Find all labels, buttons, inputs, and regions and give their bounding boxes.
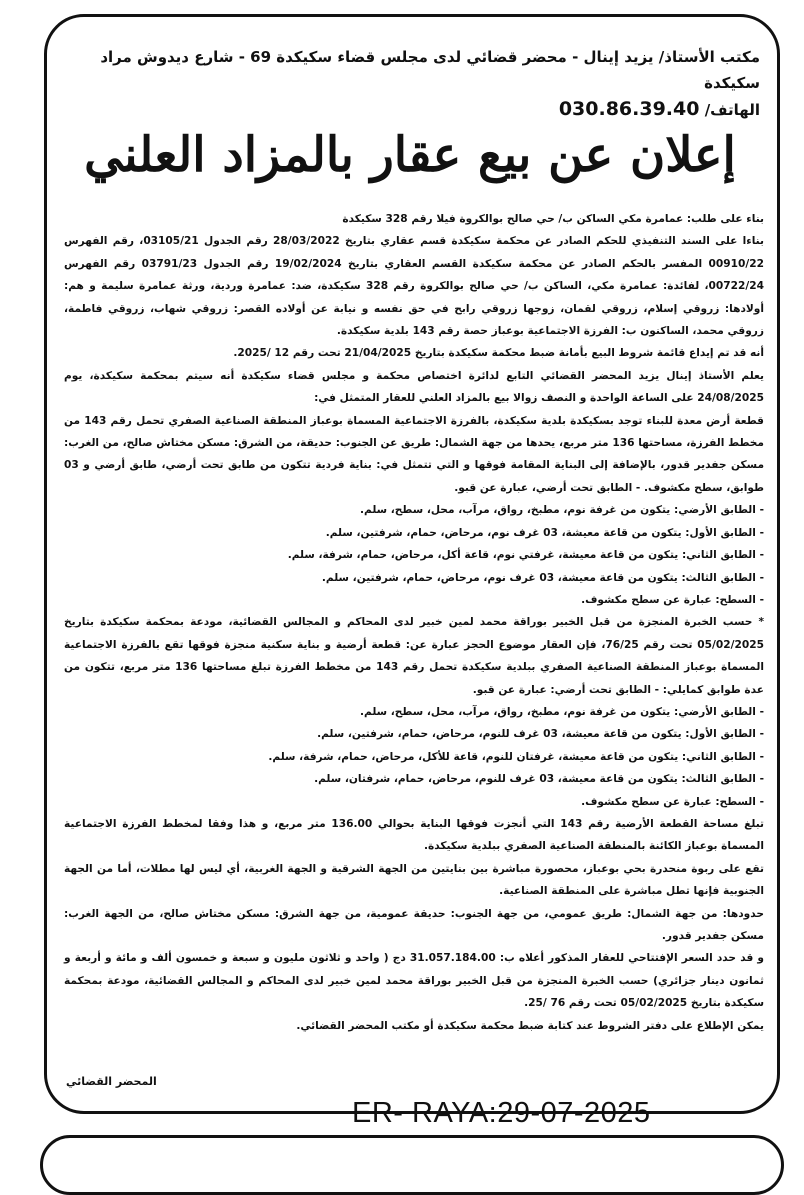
paragraph: يمكن الإطلاع على دفتر الشروط عند كتابة ضبط محكمة سكيكدة أو مكتب المحضر القضائي. xyxy=(296,1019,764,1032)
paragraph: - السطح: عبارة عن سطح مكشوف. xyxy=(581,593,764,606)
office-line: مكتب الأستاذ/ يزيد إينال - محضر قضائي لدى مجلس قضاء سكيكدة 69 - شارع ديدوش مراد سكيكدة xyxy=(100,48,760,92)
paragraph: أنه قد تم إيداع قائمة شروط البيع بأمانة ضبط محكمة سكيكدة بتاريخ 21/04/2025 تحت رقم 12 /2025. xyxy=(233,347,764,360)
notice-headline: إعلان عن بيع عقار بالمزاد العلني xyxy=(84,127,736,183)
phone-label: الهاتف/ xyxy=(704,101,760,119)
paragraph: و قد حدد السعر الإفتتاحي للعقار المذكور أعلاه ب: 31.057.184.00 دج ( واحد و ثلاثون مليون و سبعة و خمسون ألف و مائة و أربعة و ثمانون دينار جزائري) حسب الخبرة المنجزة من قبل الخبير بوراقة محمد لمين خبير لدى المحاكم و المجالس القضائية، مودعة بمحكمة سكيكدة بتاريخ 05/02/2025 تحت رقم 76 /25. xyxy=(64,952,764,1010)
office-header xyxy=(70,44,760,123)
paragraph: يعلم الأستاذ إينال يزيد المحضر القضائي التابع لدائرة اختصاص محكمة و مجلس قضاء سكيكدة أنه سيتم بمحكمة سكيكدة، يوم 24/08/2025 على الساعة الواحدة و النصف زوالا بيع بالمزاد العلني للعقار المتمثل في: xyxy=(64,369,764,405)
phone-number: 030.86.39.40 xyxy=(558,98,700,120)
paragraph: - السطح: عبارة عن سطح مكشوف. xyxy=(581,795,764,808)
paragraph: بناء على طلب: عمامرة مكي الساكن ب/ حي صالح بوالكروة فيلا رقم 328 سكيكدة xyxy=(342,213,764,225)
paragraph: - الطابق الثاني: يتكون من قاعة معيشة، غرفتي نوم، قاعة أكل، مرحاض، حمام، شرفة، سلم. xyxy=(287,549,764,562)
paragraph: - الطابق الثالث: يتكون من قاعة معيشة، 03 غرف للنوم، مرحاض، حمام، شرفتان، سلم. xyxy=(314,773,764,786)
paragraph: - الطابق الأول: يتكون من قاعة معيشة، 03 غرف للنوم، مرحاض، حمام، شرفتين، سلم. xyxy=(317,728,764,741)
publication-stamp: ER- RAYA:29-07-2025 xyxy=(352,1097,651,1129)
next-notice-border xyxy=(40,1135,784,1195)
paragraph: - الطابق الثالث: يتكون من قاعة معيشة، 03 غرف نوم، مرحاض، حمام، شرفتين، سلم. xyxy=(321,571,764,584)
paragraph: - الطابق الأول: يتكون من قاعة معيشة، 03 غرف نوم، مرحاض، حمام، شرفتين، سلم. xyxy=(325,526,764,539)
signature-label: المحضر القضائي xyxy=(66,1075,157,1088)
paragraph: - الطابق الأرضي: يتكون من غرفة نوم، مطبخ، رواق، مرآب، محل، سطح، سلم. xyxy=(359,705,764,718)
paragraph: بناءا على السند التنفيذي للحكم الصادر عن محكمة سكيكدة قسم عقاري بتاريخ 28/03/2022 رقم الجدول 03105/21، رقم الفهرس 00910/22 المفسر بالحكم الصادر عن محكمة سكيكدة القسم العقاري بتاريخ 19/02/2024 رقم الجدول 03791/23 رقم الفهرس 00722/24، لفائدة: عمامرة مكي، الساكن ب/ حي صالح بوالكروة رقم 328 سكيكدة، ضد: عمامرة وردية، ورثة عمامرة سليمة و هم: أولادها: زروقي إسلام، زروقي لقمان، زوجها زروقي رابح في حق نفسه و نيابة عن أولاده القصر: زروقي شهاب، زروقي فاطمة، زروقي محمد، الساكنون ب: الفرزة الاجتماعية بوعباز حصة رقم 143 بلدية سكيكدة. xyxy=(64,235,765,338)
paragraph: قطعة أرض معدة للبناء توجد بسكيكدة بلدية سكيكدة، بالفرزة الاجتماعية المسماة بوعباز المنطقة الصناعية الصفري تحمل رقم 143 من مخطط الفرزة، مساحتها 136 متر مربع، يحدها من جهة الشمال: طريق عن الجنوب: حديقة، من الشرق: مسكن مختاش صالح، من الغرب: مسكن جفدير قدور، بالإضافة إلى البناية المقامة فوقها و التي تتمثل في: بناية فردية تتكون من طابق تحت أرضي، طابق أرضي و 03 طوابق، سطح مكشوف. - الطابق تحت أرضي، عبارة عن قبو. xyxy=(64,414,764,494)
paragraph: - الطابق الأرضي: يتكون من غرفة نوم، مطبخ، رواق، مرآب، محل، سطح، سلم. xyxy=(359,504,764,517)
paragraph: - الطابق الثاني: يتكون من قاعة معيشة، غرفتان للنوم، قاعة للأكل، مرحاض، حمام، شرفة، سلم. xyxy=(268,750,764,763)
paragraph: تقع على ربوة منحدرة بحي بوعباز، محصورة مباشرة بين بنايتين من الجهة الشرقية و الجهة الغربية، أي ليس لها مطلات، أما من الجهة الجنوبية فإنها تطل مباشرة على المنطقة الصناعية. xyxy=(64,862,764,898)
paragraph: * حسب الخبرة المنجزة من قبل الخبير بوراقة محمد لمين خبير لدى المحاكم و المجالس القضائية، مودعة بمحكمة سكيكدة بتاريخ 05/02/2025 تحت رقم 76/25، فإن العقار موضوع الحجز عبارة عن: قطعة أرضية و بناية سكنية منجزة فوقها تقع بالفرزة الاجتماعية المسماة بوعباز المنطقة الصناعية الصفري ببلدية سكيكدة تحمل رقم 143 من مخطط الفرزة تبلغ مساحتها 136 متر مربع، تتكون من عدة طوابق كمايلي: - الطابق تحت أرضي: عبارة عن قبو. xyxy=(64,616,764,696)
paragraph: حدودها: من جهة الشمال: طريق عمومي، من جهة الجنوب: حديقة عمومية، من جهة الشرق: مسكن مختاش صالح، من الجهة الغرب: مسكن جفدير قدور. xyxy=(64,907,764,942)
notice-body xyxy=(64,208,764,1037)
paragraph: تبلغ مساحة القطعة الأرضية رقم 143 التي أنجزت فوقها البناية بحوالي 136.00 متر مربع، و هذا وفقا لمخطط الفرزة الاجتماعية المسماة بوعباز الكائنة بالمنطقة الصناعية الصفري ببلدية سكيكدة. xyxy=(64,817,764,853)
